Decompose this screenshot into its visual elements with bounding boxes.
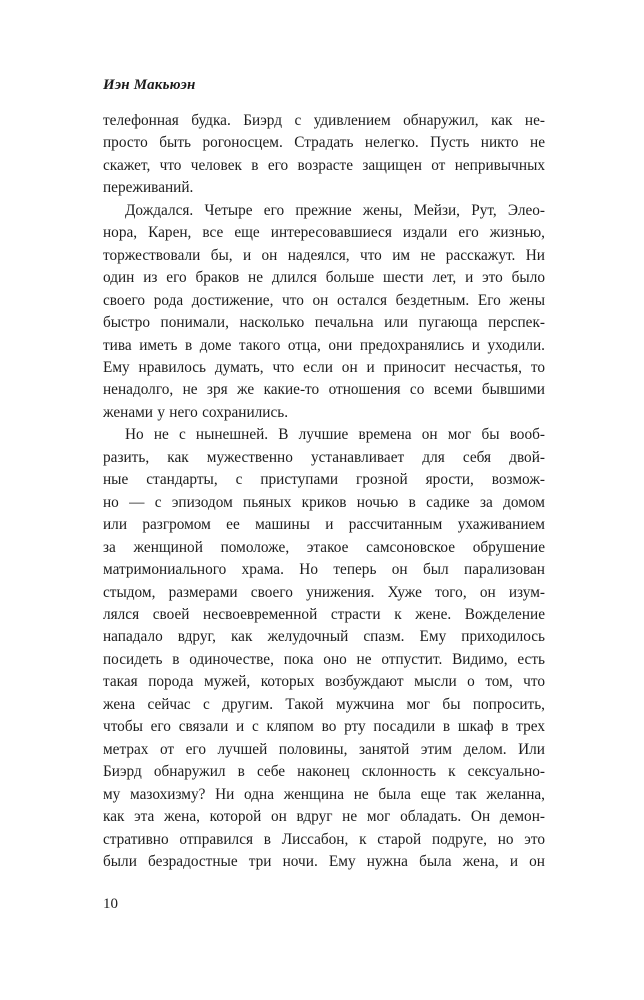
page-number: 10 <box>103 896 118 912</box>
text-line: Ему нравилось думать, что если он и приносит несчастья, то <box>103 358 545 376</box>
running-header-author: Иэн Макьюэн <box>103 77 196 93</box>
paragraph <box>103 200 545 425</box>
text-line: матримониального храма. Но теперь он был парализован <box>103 561 545 579</box>
text-line: ные стандарты, с приступами грозной ярости, возмож- <box>103 471 545 489</box>
text-line: Но не с нынешней. В лучшие времена он мог бы вооб- <box>125 426 545 444</box>
body-text <box>103 110 545 873</box>
text-line: посидеть в одиночестве, пока оно не отпустит. Видимо, есть <box>103 650 545 668</box>
text-line: Биэрд обнаружил в себе наконец склонность к сексуально- <box>103 763 545 781</box>
text-line: чтобы его связали и с кляпом во рту посадили в шкаф в трех <box>103 718 545 736</box>
text-line: такая порода мужей, которых возбуждают мысли о том, что <box>103 673 545 691</box>
text-line: лялся своей несвоевременной страсти к жене. Вожделение <box>103 605 545 623</box>
text-line: метрах от его лучшей половины, занятой этим делом. Или <box>103 740 545 758</box>
text-line: Дождался. Четыре его прежние жены, Мейзи, Рут, Элео- <box>125 201 545 219</box>
text-line: жена сейчас с другим. Такой мужчина мог бы попросить, <box>103 695 545 713</box>
text-line: стративно отправился в Лиссабон, к старой подруге, но это <box>103 830 545 848</box>
text-line: нора, Карен, все еще интересовавшиеся издали его жизнью, <box>103 224 545 242</box>
paragraph <box>103 424 545 873</box>
text-line: были безрадостные три ночи. Ему нужна была жена, и он <box>103 852 545 870</box>
text-line: за женщиной помоложе, этакое самсоновское обрушение <box>103 538 545 556</box>
text-line: или разгромом ее машины и рассчитанным ухаживанием <box>103 516 545 534</box>
text-line: нападало вдруг, как желудочный спазм. Ему приходилось <box>103 628 545 646</box>
text-line: просто быть рогоносцем. Страдать нелегко. Пусть никто не <box>103 134 545 152</box>
text-line: ненадолго, не зря же какие-то отношения со всеми бывшими <box>103 381 545 399</box>
paragraph <box>103 110 545 200</box>
text-line: тива иметь в доме такого отца, они предохранялись и уходили. <box>103 336 545 354</box>
text-line: переживаний. <box>103 179 194 197</box>
text-line: своего рода достижение, что он остался бездетным. Его жены <box>103 291 545 309</box>
text-line: женами у него сохранились. <box>103 403 289 421</box>
text-line: разить, как мужественно устанавливает для себя двой- <box>103 448 545 466</box>
text-line: как эта жена, которой он вдруг не мог обладать. Он демон- <box>103 808 545 826</box>
text-line: телефонная будка. Биэрд с удивлением обнаружил, как не- <box>103 112 545 129</box>
text-line: скажет, что человек в его возрасте защищен от непривычных <box>103 156 545 174</box>
text-line: му мазохизму? Ни одна женщина не была еще так желанна, <box>103 785 545 803</box>
text-line: торжествовали бы, и он надеялся, что им не расскажут. Ни <box>103 246 545 264</box>
text-line: но — с эпизодом пьяных криков ночью в садике за домом <box>103 493 545 511</box>
text-line: стыдом, размерами своего унижения. Хуже того, он изум- <box>103 583 545 601</box>
text-line: быстро понимали, насколько печальна или пугающа перспек- <box>103 314 545 332</box>
text-line: один из его браков не длился больше шести лет, и это было <box>103 269 545 287</box>
